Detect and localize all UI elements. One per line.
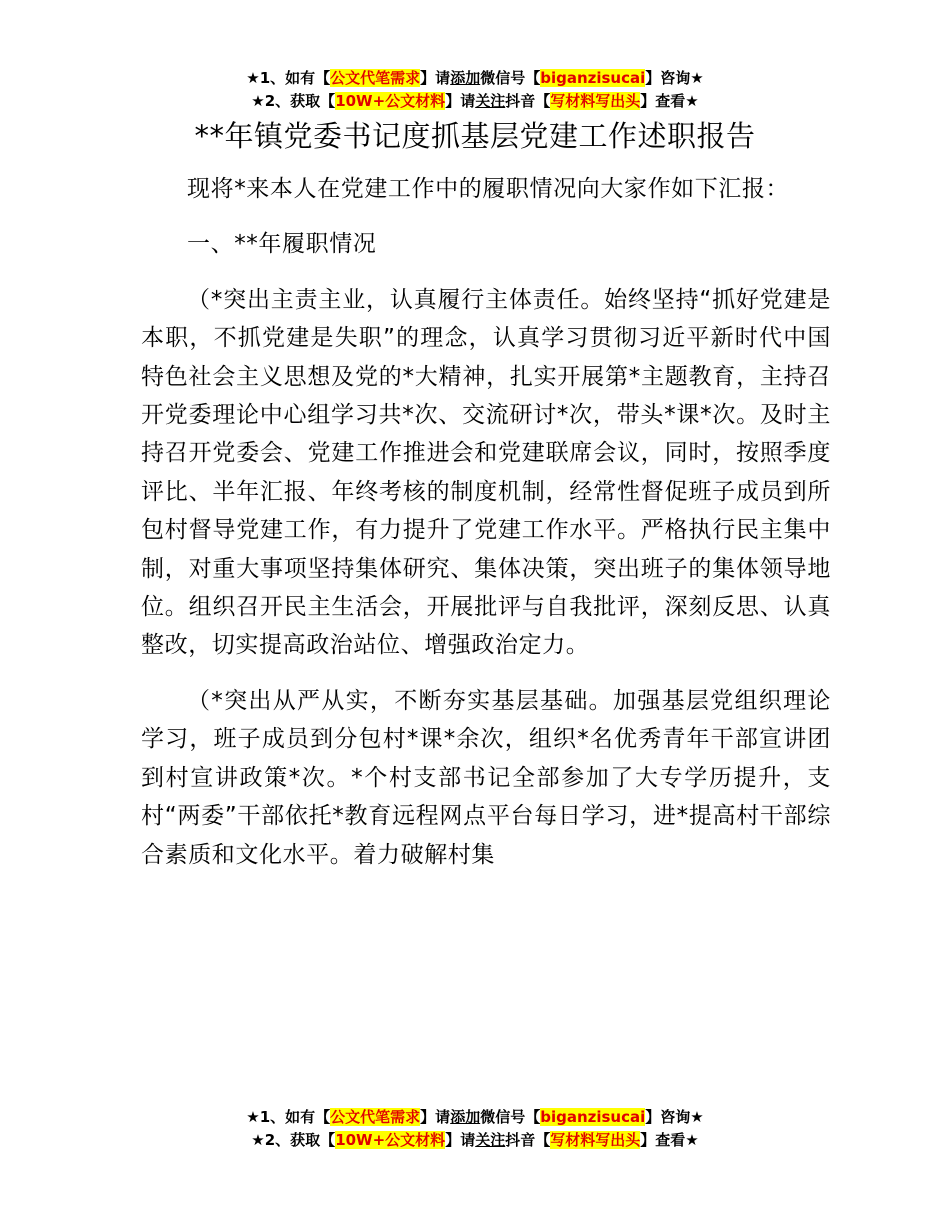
banner-text: 】查看★: [640, 92, 699, 110]
banner-underline: 关注: [475, 1131, 506, 1149]
banner-highlight: biganzisucai: [540, 1108, 646, 1126]
banner-line-2: [0, 1129, 950, 1152]
banner-highlight: 10W+公文材料: [335, 92, 446, 110]
banner-highlight: 公文代笔需求: [330, 69, 421, 87]
footer-banner: [0, 1106, 950, 1152]
body-paragraph-2: （*突出从严从实，不断夯实基层基础。加强基层党组织理论学习，班子成员到分包村*课*余次，组织*名优秀青年干部宣讲团到村宣讲政策*次。*个村支部书记全部参加了大专学历提升，支村“两委”干部依托*教育远程网点平台每日学习，进*提高村干部综合素质和文化水平。着力破解村集: [141, 687, 831, 868]
intro-paragraph: 现将*来本人在党建工作中的履职情况向大家作如下汇报：: [187, 176, 790, 202]
banner-text: ★2、获取【: [251, 92, 336, 110]
banner-text: 微信号【: [480, 1108, 541, 1126]
banner-highlight: 10W+公文材料: [335, 1131, 446, 1149]
banner-text: 】咨询★: [645, 69, 704, 87]
banner-text: 】请: [445, 1131, 476, 1149]
banner-text: 微信号【: [480, 69, 541, 87]
section-heading: 一、**年履职情况: [187, 231, 377, 258]
banner-line-1: [0, 1106, 950, 1129]
banner-text: 抖音【: [505, 92, 551, 110]
banner-highlight: 写材料写出头: [550, 92, 641, 110]
banner-text: 】咨询★: [645, 1108, 704, 1126]
header-banner: [0, 67, 950, 113]
banner-highlight: 写材料写出头: [550, 1131, 641, 1149]
document-body: [141, 170, 831, 874]
banner-text: 】请: [420, 1108, 451, 1126]
banner-underline: 添加: [450, 69, 481, 87]
banner-text: 抖音【: [505, 1131, 551, 1149]
banner-text: ★1、如有【: [246, 1108, 331, 1126]
banner-line-1: [0, 67, 950, 90]
banner-underline: 添加: [450, 1108, 481, 1126]
banner-underline: 关注: [475, 92, 506, 110]
banner-highlight: 公文代笔需求: [330, 1108, 421, 1126]
banner-highlight: biganzisucai: [540, 69, 646, 87]
banner-text: 】查看★: [640, 1131, 699, 1149]
document-title: **年镇党委书记度抓基层党建工作述职报告: [194, 119, 756, 153]
banner-line-2: [0, 90, 950, 113]
banner-text: ★1、如有【: [246, 69, 331, 87]
body-paragraph-1: （*突出主责主业，认真履行主体责任。始终坚持“抓好党建是本职，不抓党建是失职”的理念，认真学习贯彻习近平新时代中国特色社会主义思想及党的*大精神，扎实开展第*主题教育，主持召开党委理论中心组学习共*次、交流研讨*次，带头*课*次。及时主持召开党委会、党建工作推进会和党建联席会议，同时，按照季度评比、半年汇报、年终考核的制度机制，经常性督促班子成员到所包村督导党建工作，有力提升了党建工作水平。严格执行民主集中制，对重大事项坚持集体研究、集体决策，突出班子的集体领导地位。组织召开民主生活会，开展批评与自我批评，深刻反思、认真整改，切实提高政治站位、增强政治定力。: [141, 286, 831, 659]
banner-text: ★2、获取【: [251, 1131, 336, 1149]
banner-text: 】请: [445, 92, 476, 110]
banner-text: 】请: [420, 69, 451, 87]
